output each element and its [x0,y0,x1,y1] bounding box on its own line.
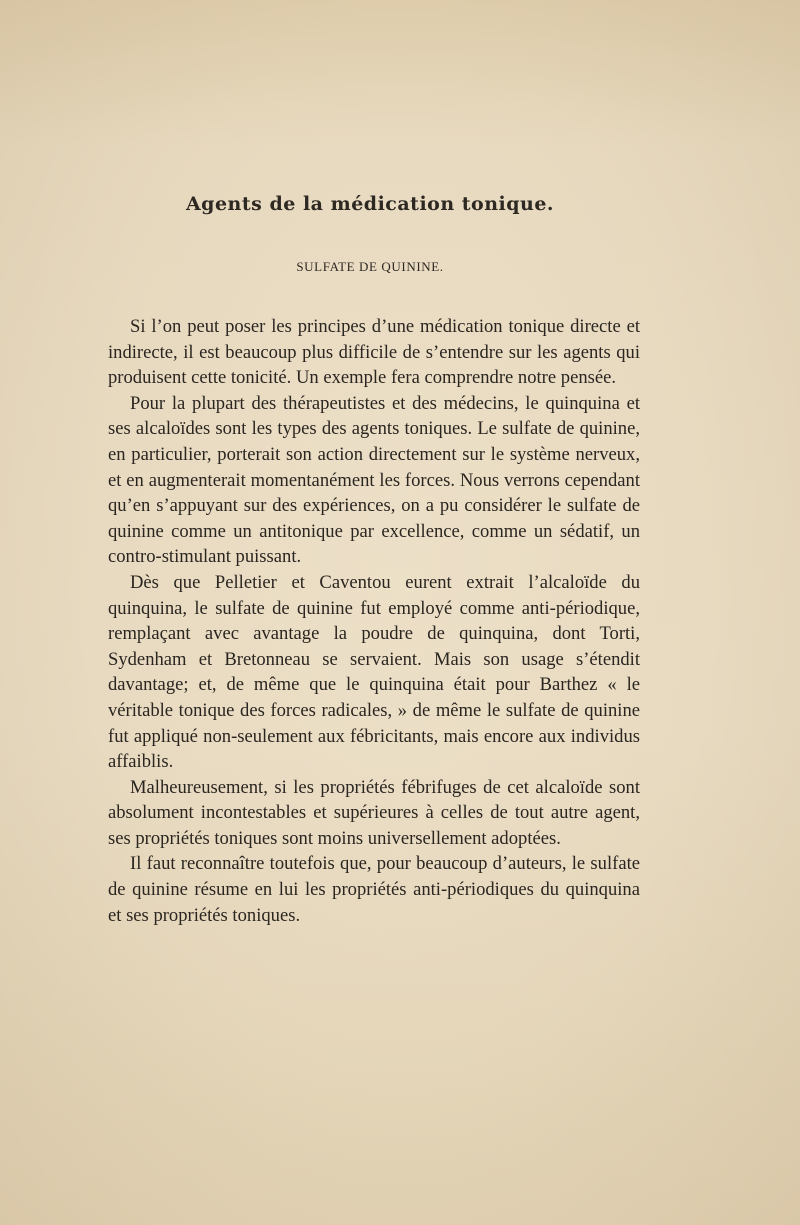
paragraph-4: Malheureusement, si les propriétés fébrifuges de cet alcaloïde sont absolument incontestables et supérieures à celles de tout autre agent, ses propriétés toniques sont moins universellement adoptées. [108,776,640,849]
paragraph-5: Il faut reconnaître toutefois que, pour beaucoup d’auteurs, le sulfate de quinine résume en lui les propriétés anti-périodiques du quinquina et ses propriétés toniques. [108,853,640,926]
paragraph-1: Si l’on peut poser les principes d’une médication tonique directe et indirecte, il est beaucoup plus difficile de s’entendre sur les agents qui produisent cette tonicité. Un exemple fera comprendre notre pensée. [108,316,640,389]
paragraph-3: Dès que Pelletier et Caventou eurent extrait l’alcaloïde du quinquina, le sulfate de quinine fut employé comme anti-périodique, remplaçant avec avantage la poudre de quinquina, dont Torti, Sydenham et Bretonneau se servaient. Mais son usage s’étendit davantage; et, de même que le quinquina était pour Barthez « le véritable tonique des forces radicales, » de même le sulfate de quinine fut appliqué non-seulement aux fébricitants, mais encore aux individus affaiblis. [108,571,640,773]
body-text [108,314,640,928]
paragraph-2: Pour la plupart des thérapeutistes et des médecins, le quinquina et ses alcaloïdes sont les types des agents toniques. Le sulfate de quinine, en particulier, porterait son action directement sur le système nerveux, et en augmenterait momentanément les forces. Nous verrons cependant qu’en s’appuyant sur des expériences, on a pu considérer le sulfate de quinine comme un antitonique par excellence, comme un sédatif, un contro-stimulant puissant. [108,392,640,568]
section-heading: Agents de la médication tonique. [185,193,555,215]
subsection-heading: SULFATE DE QUININE. [296,259,444,274]
